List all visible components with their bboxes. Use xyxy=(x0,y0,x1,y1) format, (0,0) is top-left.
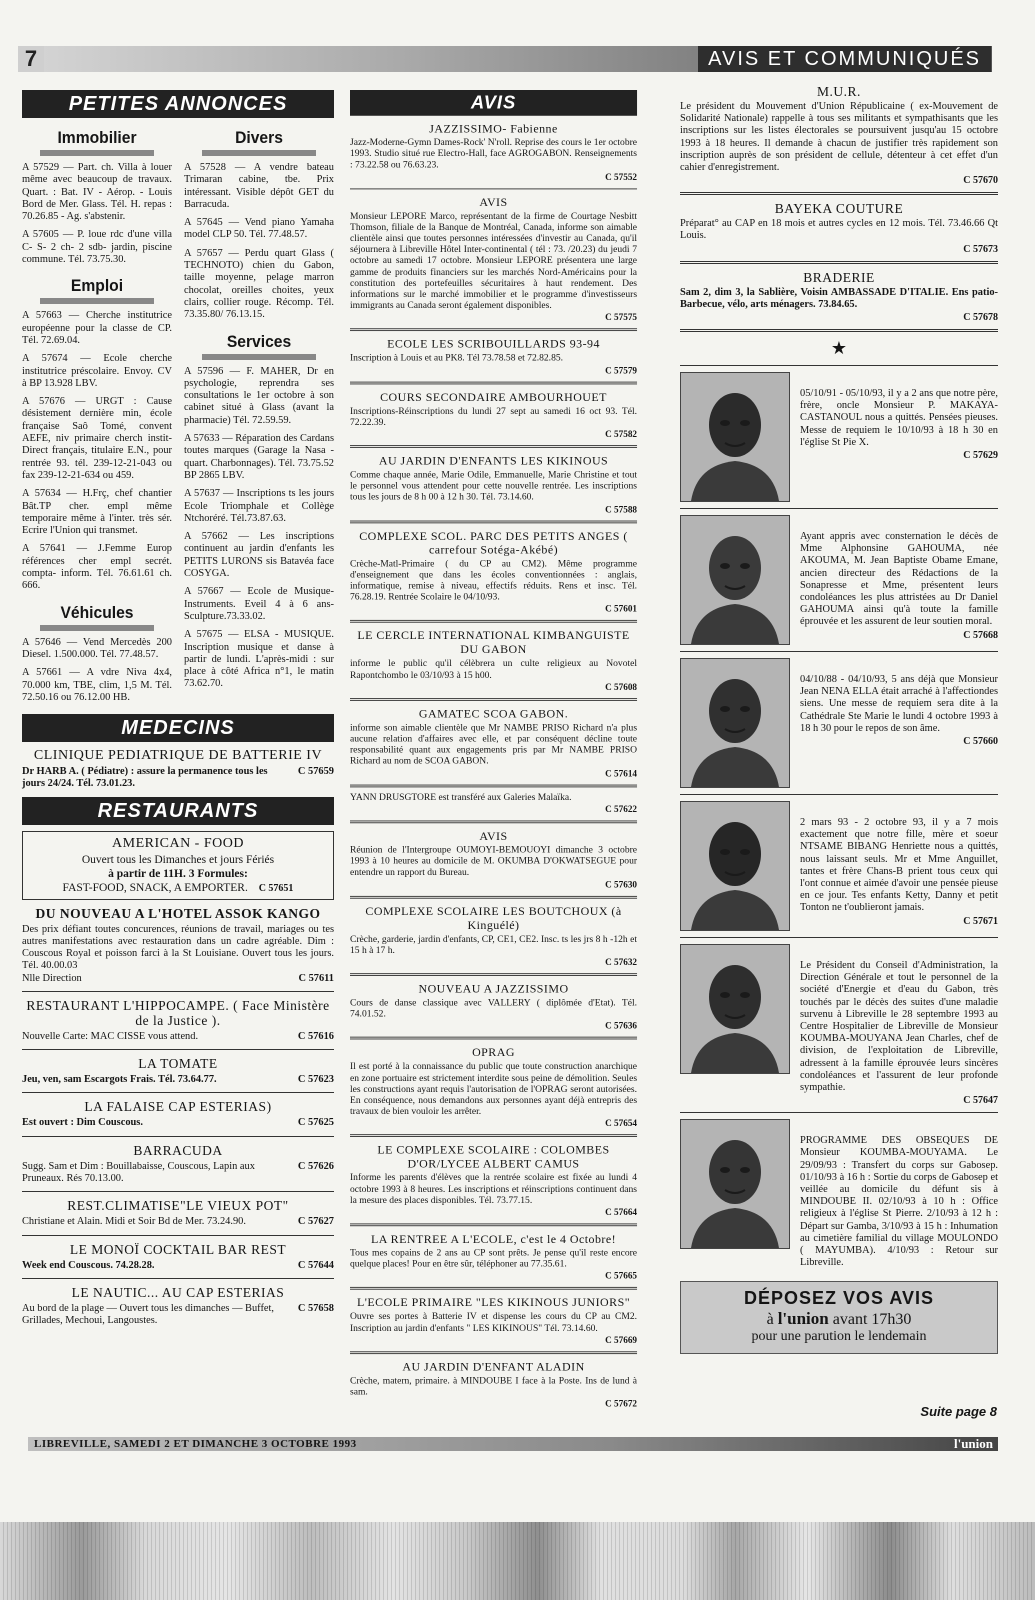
divider xyxy=(350,1223,637,1226)
classified-ad: A 57657 — Perdu quart Glass ( TECHNOTO) chien du Gabon, taille moyenne, pelage marron chocolat, oreilles choites, yeux clairs, collier rouge. Récomp. Tél. 73.35.80/ 76.13.15. xyxy=(184,247,334,321)
notice-item xyxy=(350,390,637,440)
divider xyxy=(22,1191,334,1192)
divider xyxy=(22,1235,334,1236)
notice-title: M.U.R. xyxy=(817,84,861,99)
notice-text: informe le public qu'il célèbrera un culte religieux au Novotel Rapontchombo le 03/10/93 à 15 h00. xyxy=(350,658,638,681)
ad-ref: C 57659 xyxy=(297,766,334,778)
ad-ref: C 57582 xyxy=(605,429,638,440)
obituary-text: Ayant appris avec consternation le décès de Mme Alphonsine GAHOUMA, née AKOUMA, M. Jean Baptiste Obame Emane, ancien directeur des Rédactions de la Sonapresse et Mme, présentent leurs condoléances les plus attristées au Dr Daniel GAHOUMA ainsi qu'à toute la famille éprouvée et les assurent de leur soutien moral. xyxy=(800,531,998,628)
classifieds-col-2 xyxy=(184,118,334,710)
classified-ad: A 57663 — Cherche institutrice européenne pour la classe de CP. Tél. 72.69.04. xyxy=(22,310,172,346)
notice-title: AU JARDIN D'ENFANTS LES KIKINOUS xyxy=(378,453,609,468)
submit-notice-box xyxy=(680,1281,998,1354)
ad-ref: C 57644 xyxy=(297,1259,334,1271)
ad-ref: C 57623 xyxy=(297,1074,334,1086)
ad-ref: C 57625 xyxy=(297,1117,334,1129)
notice-title: AVIS xyxy=(479,828,508,843)
right-column xyxy=(680,84,998,1354)
ad-ref: C 57575 xyxy=(605,313,638,324)
american-title: AMERICAN - FOOD xyxy=(112,835,244,851)
ad-ref: C 57658 xyxy=(297,1302,334,1314)
category-divers: Divers xyxy=(235,128,283,147)
obituary-item xyxy=(680,515,998,645)
notice-text: Réunion de l'Intergroupe OUMOYI-BEMOUOYI dimanche 3 octobre 1993 à 10 heures au domicile de M. OKUMBA D'OKWATSEGUE pour entendre un rapport du Bureau. xyxy=(350,845,638,878)
cta-deadline: avant 17h30 xyxy=(832,1310,912,1328)
notice-text: informe son aimable clientèle que Mr NAMBE PRISO Richard n'a plus aucune relation d'affaires avec elle, et par conséquent décline toute responsabilité quant aux engagements pris par Mr NAMBE PRISO Richard au nom de SCOA GABON. xyxy=(350,722,638,767)
notice-item xyxy=(350,829,637,890)
divider xyxy=(350,520,637,523)
category-rule xyxy=(202,354,316,360)
medecins-row xyxy=(22,766,334,791)
divider xyxy=(350,1037,637,1040)
notice-text: Informe les parents d'élèves que la rentrée scolaire est fixée au lundi 4 octobre 1993 à 8 heures. Les inscriptions et réinscriptions continuent dans la mesure des places disponibles. Tél. 73.77.15. xyxy=(350,1173,638,1206)
ad-ref: C 57630 xyxy=(605,879,638,890)
cta-line2 xyxy=(685,1309,993,1329)
classified-ad: A 57529 — Part. ch. Villa à louer même avec beaucoup de travaux. Quart. : Bat. IV - Aérop. - Louis Bord de Mer. Glass. Tél. H. repas : 70.26.85 - Ag. s'abstenir. xyxy=(22,162,172,223)
cta-heading: DÉPOSEZ VOS AVIS xyxy=(743,1287,935,1308)
restaurant-title: LA TOMATE xyxy=(138,1056,218,1072)
scan-margin xyxy=(0,1522,1035,1600)
notice-item xyxy=(350,904,637,968)
notice-text: Inscription à Louis et au PK8. Tél 73.78.58 et 72.82.85. xyxy=(350,353,564,364)
classified-ad: A 57646 — Vend Mercedès 200 Diesel. 1.500.000. Tél. 77.48.57. xyxy=(22,636,172,660)
obituary-body xyxy=(800,658,998,747)
notice-item xyxy=(350,629,637,693)
notice-item xyxy=(350,793,637,815)
notice-item xyxy=(350,706,637,779)
notice-item xyxy=(350,121,637,182)
notice-title: AVIS xyxy=(479,194,508,209)
classifieds-col-1 xyxy=(22,118,172,710)
restaurant-tail: Christiane et Alain. Midi et Soir Bd de Mer. 73.24.90. xyxy=(22,1216,246,1228)
obituary-body xyxy=(800,372,998,461)
notice-title: OPRAG xyxy=(472,1045,515,1060)
medecins-title: CLINIQUE PEDIATRIQUE DE BATTERIE IV xyxy=(33,748,323,764)
ad-ref: C 57626 xyxy=(297,1160,334,1172)
ad-ref: C 57588 xyxy=(605,504,638,515)
notice-text: Ouvre ses portes à Batterie IV et dispense les cours du CP au CM2. Inscription au jardin d'enfants " LES KIKINOUS" Tél. 73.14.60. xyxy=(350,1312,638,1334)
category-vehicules: Véhicules xyxy=(60,602,134,622)
notice-title: LE CERCLE INTERNATIONAL KIMBANGUISTE DU GABON xyxy=(357,628,630,657)
notice-text: Comme chaque année, Marie Odile, Emmanuelle, Marie Christine et tout le personnel vous attendent pour cette nouvelle rentrée. Les inscriptions tous les jours de 8 h 00 à 12 h 30. Tél. 73.14.60. xyxy=(350,470,638,503)
ad-ref: C 57660 xyxy=(963,736,998,748)
ad-ref: C 57669 xyxy=(605,1335,638,1346)
notice-item xyxy=(350,981,637,1031)
notice-item xyxy=(350,1143,637,1218)
notice-text: Sam 2, dim 3, la Sablière, Voisin AMBASSADE D'ITALIE. Ens patio- Barbecue, vélo, arts ménagers. 73.84.65. xyxy=(680,286,998,310)
ad-ref: C 57664 xyxy=(605,1207,638,1218)
divider xyxy=(350,329,637,332)
obituary-item xyxy=(680,658,998,788)
notice-item xyxy=(350,337,637,376)
ad-ref: C 57672 xyxy=(605,1399,638,1410)
ad-ref: C 57616 xyxy=(297,1030,334,1042)
notice-title: COMPLEXE SCOLAIRE LES BOUTCHOUX (à Kinguélé) xyxy=(365,903,622,932)
obituary-item xyxy=(680,801,998,931)
cta-prefix: à xyxy=(766,1310,774,1328)
divider xyxy=(680,937,998,938)
ad-ref: C 57665 xyxy=(605,1271,638,1282)
divider xyxy=(22,1136,334,1137)
portrait-photo xyxy=(680,801,790,931)
obituary-body xyxy=(800,515,998,641)
notice-text: Tous mes copains de 2 ans au CP sont prêts. Je pense qu'il reste encore quelque places! Pour en être sûr, téléphoner au 77.35.61. xyxy=(350,1248,638,1270)
restaurant-title: RESTAURANT L'HIPPOCAMPE. ( Face Ministère de la Justice ). xyxy=(26,997,330,1028)
notice-title: ECOLE LES SCRIBOUILLARDS 93-94 xyxy=(387,336,600,351)
obituary-text: PROGRAMME DES OBSEQUES DE Monsieur KOUMBA-MOUYAMA. Le 29/09/93 : Transfert du corps sur Gabosep. 01/10/93 à 16 h : Sortie du corps de Gabosep et veillée au domicile du défunt sis à MINDOUBE II. 02/10/93 à 10 h : Office religieux à l'église St Pierre. 2/10/93 à 12 h : Départ sur Gamba, 3/10/93 à 15 h : Inhumation au cimetière familial du village MOULONDO ( MAYUMBA). 4/10/93 : Retour sur Libreville. xyxy=(800,1135,998,1269)
american-l3-row xyxy=(29,881,327,896)
ad-ref: C 57627 xyxy=(297,1216,334,1228)
notice-title: LE COMPLEXE SCOLAIRE : COLOMBES D'OR/LYCEE ALBERT CAMUS xyxy=(377,1142,610,1171)
restaurant-tail: Au bord de la plage — Ouvert tous les dimanches — Buffet, Grillades, Mechoui, Langoustes. xyxy=(22,1302,275,1327)
ad-ref: C 57601 xyxy=(605,604,638,615)
restaurant-tail: Week end Couscous. 74.28.28. xyxy=(22,1259,155,1271)
divider xyxy=(22,1092,334,1093)
restaurant-item xyxy=(22,1242,334,1272)
notice-text: Crèche, matern, primaire. à MINDOUBE I face à la Poste. Ins de lund à sam. xyxy=(350,1375,638,1398)
notice-title: GAMATEC SCOA GABON. xyxy=(418,706,569,721)
restaurant-item xyxy=(22,1285,334,1328)
avis-band: AVIS xyxy=(350,90,637,116)
obituary-text: 05/10/91 - 05/10/93, il y a 2 ans que notre père, frère, oncle Monsieur P. MAKAYA- CASTANOUL nous a quittés. Pensées pieuses. Messe de requiem le 10/10/93 à 18 h 30 en l'église St Pie X. xyxy=(800,388,998,448)
american-l3: FAST-FOOD, SNACK, A EMPORTER. xyxy=(62,881,248,894)
obituary-item xyxy=(680,372,998,502)
classified-ad: A 57605 — P. loue rdc d'une villa C- S- 2 ch- 2 sdb- jardin, piscine commune. Tél. 73.75.30. xyxy=(22,229,172,266)
restaurant-item xyxy=(22,1099,334,1129)
divider xyxy=(350,895,637,898)
notice-item xyxy=(350,1296,637,1346)
divider xyxy=(22,1278,334,1279)
divider xyxy=(22,991,334,992)
notice-text: Préparat° au CAP en 18 mois et autres cycles en 12 mois. Tél. 73.46.66 Qt Louis. xyxy=(680,218,998,242)
restaurants-band: RESTAURANTS xyxy=(22,797,334,825)
notice-title: L'ECOLE PRIMAIRE "LES KIKINOUS JUNIORS" xyxy=(356,1295,631,1310)
category-immobilier: Immobilier xyxy=(57,128,137,147)
cta-masthead: l'union xyxy=(777,1308,829,1328)
divider xyxy=(680,794,998,795)
restaurant-tail: Sugg. Sam et Dim : Bouillabaisse, Couscous, Lapin aux Pruneaux. Rés 70.13.00. xyxy=(22,1160,255,1184)
left-column xyxy=(22,90,334,1327)
footer-masthead: l'union xyxy=(953,1436,993,1451)
restaurant-item xyxy=(22,906,334,985)
ad-ref: C 57654 xyxy=(605,1118,638,1129)
notice-text: Crèche-Matl-Primaire ( du CP au CM2). Même programme d'enseignement que dans les écoles conventionnées : anglais, informatique, remise à niveau, effectifs réduits. Rens et insc. Tél. 76.28.19. Rentrée Scolaire le 04/10/93. xyxy=(350,558,638,603)
divider xyxy=(680,508,998,509)
restaurant-tail: Nouvelle Carte: MAC CISSE vous attend. xyxy=(22,1030,199,1042)
obituary-text: Le Président du Conseil d'Administration, la Direction Générale et tout le personnel de la société d'Energie et d'eau du Gabon, très touchés par le décès des suites d'une maladie survenu à Libreville le 28 septembre 1993 au Centre Hospitalier de Libreville de Monsieur KOUMBA-MOUYANA Jean Charles, chef de division, de l'exploitation de Libreville, adressent à la famille éprouvée leurs sincères condoléances et l'assurent de leur profonde sympathie. xyxy=(800,960,998,1094)
notice-title: NOUVEAU A JAZZISSIMO xyxy=(418,981,569,996)
divider xyxy=(350,784,637,787)
portrait-photo xyxy=(680,372,790,502)
ad-ref: C 57608 xyxy=(605,682,638,693)
divider xyxy=(350,445,637,448)
notice-title: BRADERIE xyxy=(803,269,875,285)
restaurant-title: LE MONOÏ COCKTAIL BAR REST xyxy=(69,1241,287,1257)
obituary-text: 04/10/88 - 04/10/93, 5 ans déjà que Monsieur Jean NENA ELLA était arraché à l'affectiondes siens. Une messe de requiem sera dite à la Cathédrale Ste Marie le lundi 4 octobre 1993 à 18 h 30 pour le repos de son âme. xyxy=(800,674,998,734)
category-services: Services xyxy=(226,331,292,351)
restaurant-tail: Nlle Direction xyxy=(22,972,82,984)
american-food-box xyxy=(22,831,334,900)
ad-ref: C 57552 xyxy=(605,172,638,183)
notice-item xyxy=(350,1359,637,1409)
restaurant-item xyxy=(22,998,334,1043)
restaurant-tail: Jeu, ven, sam Escargots Frais. Tél. 73.64.77. xyxy=(22,1074,217,1086)
american-l1: Ouvert tous les Dimanches et jours Fériés xyxy=(81,853,275,866)
ad-ref: C 57673 xyxy=(963,243,998,255)
obituary-item xyxy=(680,944,998,1106)
restaurant-tail: Est ouvert : Dim Couscous. xyxy=(22,1117,143,1129)
divider xyxy=(350,1287,637,1290)
obituary-text: 2 mars 93 - 2 octobre 93, il y a 7 mois exactement que notre fille, mère et soeur NTSAME BIBANG Henriette nous a quittés, nous laissant seuls. Mr et Mme Anguillet, tantes et frère Chans-B prient tous ceux qui l'ont connue et aimée d'avoir une pensée pieuse en ce jour. Tes enfants Ketty, Danny et petit Tonton ne t'oublieront jamais. xyxy=(800,817,998,914)
notice-item xyxy=(350,453,637,514)
restaurant-item xyxy=(22,1056,334,1086)
notice-text: Crèche, garderie, jardin d'enfants, CP, CE1, CE2. Insc. ts les jrs 8 h -12h et 15 h à 17 h. xyxy=(350,934,638,956)
ad-ref: C 57579 xyxy=(605,365,638,376)
notice-text: Le président du Mouvement d'Union Républicaine ( ex-Mouvement de Solidarité Nationale) rappelle à tous ses militants et sympathisants que les inscriptions sur les listes électorales se poursuivent jusqu'au 15 octobre 1993 à 18 heures. Il demande à chacun de justifier très rapidement son inscription auprès de son président de cellule, détenteur à cet effet d'un cahier d'enregistrement. xyxy=(680,101,998,174)
ad-ref: C 57611 xyxy=(298,972,334,984)
ad-ref: C 57670 xyxy=(963,175,998,187)
obituary-item xyxy=(680,1119,998,1270)
classified-ad: A 57633 — Réparation des Cardans toutes marques (Garage la Nasa - quart. Charbonnages). Tél. 73.75.52 BP 2865 LBV. xyxy=(184,433,334,481)
ad-ref: C 57678 xyxy=(963,312,998,324)
footer-dateline: LIBREVILLE, SAMEDI 2 ET DIMANCHE 3 OCTOBRE 1993 xyxy=(34,1438,357,1450)
restaurant-title: REST.CLIMATISE"LE VIEUX POT" xyxy=(67,1198,289,1214)
petites-annonces-band: PETITES ANNONCES xyxy=(22,90,334,118)
notice-title: BAYEKA COUTURE xyxy=(774,201,904,217)
ad-ref: C 57629 xyxy=(963,450,998,462)
divider xyxy=(680,261,998,264)
obituary-body xyxy=(800,944,998,1106)
notice-item xyxy=(350,1232,637,1282)
category-rule xyxy=(40,298,154,304)
category-rule xyxy=(40,150,154,156)
divider xyxy=(680,365,998,366)
classified-ad: A 57596 — F. MAHER, Dr en psychologie, reprendra ses consultations le 1er octobre à son cabinet situé à Glass (avant la pharmacie) Tél. 72.59.59. xyxy=(184,365,334,426)
ad-ref: C 57668 xyxy=(963,629,998,641)
ad-ref: C 57622 xyxy=(605,804,638,815)
notice-title: LA RENTREE A L'ECOLE, c'est le 4 Octobre! xyxy=(370,1231,617,1246)
classified-ad: A 57634 — H.Frç, chef chantier Bât.TP cher. empl même temporaire même à l'inter. très sér. Ecrire l'Union qui transmet. xyxy=(22,488,172,537)
page-number: 7 xyxy=(18,46,44,72)
divider xyxy=(680,651,998,652)
restaurant-title: DU NOUVEAU A L'HOTEL ASSOK KANGO xyxy=(35,905,321,921)
restaurant-title: LE NAUTIC... AU CAP ESTERIAS xyxy=(71,1284,285,1300)
category-rule xyxy=(202,150,316,156)
notice-text: Il est porté à la connaissance du public que toute construction anarchique en zone portuaire est strictement interdite sous peine de démolition. Seules les constructions ayant requis l'autorisation de l'OPRAG seront autorisées. En conséquence, nous demandons aux personnes ayant déjà entrepris des travaux de bien vouloir les arrêter. xyxy=(350,1061,638,1117)
divider xyxy=(350,973,637,976)
notice-title: COMPLEXE SCOL. PARC DES PETITS ANGES ( carrefour Sotéga-Akébé) xyxy=(359,528,628,557)
notice-text: Inscriptions-Réinscriptions du lundi 27 sept au samedi 16 oct 93. Tél. 72.22.39. xyxy=(350,406,638,428)
classified-ad: A 57667 — Ecole de Musique-Instruments. Eveil 4 à 6 ans-Sculpture.73.33.02. xyxy=(184,586,334,622)
notice-item xyxy=(350,529,637,615)
notice-text: Cours de danse classique avec VALLERY ( diplômée d'Etat). Tél. 74.01.52. xyxy=(350,997,638,1020)
divider xyxy=(350,820,637,823)
notice-text: Jazz-Moderne-Gymn Dames-Rock' N'roll. Reprise des cours le 1er octobre 1993. Studio situé rue Electro-Hall, face AGROGABON. Renseignements : 73.22.58 ou 76.63.23. xyxy=(350,137,638,171)
classified-ad: A 57675 — ELSA - MUSIQUE. Inscription musique et danse à partir de lundi. L'après-midi : sur place à côté Africa n°1, le matin 73.62.70. xyxy=(184,629,334,690)
ad-ref: C 57647 xyxy=(963,1095,998,1107)
restaurant-title: BARRACUDA xyxy=(133,1142,223,1158)
divider xyxy=(350,188,637,189)
cta-line3: pour une parution le lendemain xyxy=(751,1328,927,1344)
divider xyxy=(680,192,998,195)
restaurant-item xyxy=(22,1198,334,1228)
classified-ad: A 57645 — Vend piano Yamaha model CLP 50. Tél. 77.48.57. xyxy=(184,217,334,241)
notice-text: Monsieur LEPORE Marco, représentant de la firme de Courtage Nesbitt Thomson, filiale de la Banque de Montréal, Canada, informe son aimable clientèle ainsi que toutes personnes intéressées d'investir au Canada, qu'il séjournera à Libreville Hôtel Inter-continental ( tél : 73. /20.23) du jeudi 7 octobre au samedi 17 octobre. Monsieur LEPORE présentera une large gamme de produits financiers sur les marchés Nord-Américains pour la constitution des portefeuilles sécuritaires à haut rendement. Des informations sur le marché immobilier et le programme d'investisseurs immigrants au Canada seront également disponibles. xyxy=(350,211,638,312)
notice-text: YANN DRUSGTORE est transféré aux Galeries Malaïka. xyxy=(350,792,572,803)
classified-ad: A 57676 — URGT : Cause désistement dernière min, école française Saô Tomé, convent AEFE, niv primaire cherch instit-Direct français, titulaire E.N., pour rentrée 93. tél. 239-12-21-043 ou fax 239-12-21-634 ou 459. xyxy=(22,396,172,481)
divider xyxy=(350,1135,637,1138)
classified-ad: A 57637 — Inscriptions ts les jours Ecole Triomphale et Collège Ntchoréré. Tél.73.87.63. xyxy=(184,488,334,524)
ad-ref: C 57636 xyxy=(605,1021,638,1032)
divider xyxy=(350,381,637,384)
continued-note: Suite page 8 xyxy=(920,1404,997,1419)
restaurant-item xyxy=(22,1143,334,1186)
classified-ad: A 57641 — J.Femme Europ références cher empl secrét. compta- inform. Tél. 76.61.61 ch. 666. xyxy=(22,543,172,592)
obituary-body xyxy=(800,801,998,927)
restaurant-text: Des prix défiant toutes concurences, réunions de travail, mariages ou tes autres manifestations avec restauration dans un cadre agréable. Dim : Couscous Royal et poisson farci à la St Louisiane. Ouvert tous les jours. Tél. 40.00.03 xyxy=(22,923,334,972)
portrait-photo xyxy=(680,515,790,645)
divider xyxy=(22,1049,334,1050)
classified-ad: A 57674 — Ecole cherche institutrice préscolaire. Envoy. CV à BP 13.928 LBV. xyxy=(22,353,172,389)
classifieds-grid xyxy=(22,118,334,710)
classified-ad: A 57661 — A vdre Niva 4x4, 70.000 km, TBE, clim, 1,5 M. Tél. 72.50.16 ou 76.12.00 HB. xyxy=(22,667,172,703)
classified-ad: A 57528 — A vendre bateau Trimaran cabine, tbe. Prix intéressant. Visible dépôt GET du Barracuda. xyxy=(184,162,334,210)
category-rule xyxy=(40,625,154,631)
notice-title: AU JARDIN D'ENFANT ALADIN xyxy=(402,1359,585,1374)
portrait-photo xyxy=(680,944,790,1074)
divider xyxy=(680,1112,998,1113)
portrait-photo xyxy=(680,658,790,788)
divider xyxy=(680,329,998,332)
restaurant-title: LA FALAISE CAP ESTERIAS) xyxy=(84,1099,272,1115)
ad-ref: C 57671 xyxy=(963,915,998,927)
obituary-body xyxy=(800,1119,998,1270)
medecins-band: MEDECINS xyxy=(22,714,334,742)
category-emploi: Emploi xyxy=(70,276,124,296)
ad-ref: C 57614 xyxy=(605,768,638,779)
classified-ad: A 57662 — Les inscriptions continuent au jardin d'enfants les PETITS LURONS sis Batavéa face COSYGA. xyxy=(184,531,334,580)
section-title: AVIS ET COMMUNIQUÉS xyxy=(698,46,991,72)
divider xyxy=(350,1351,637,1354)
american-l2: à partir de 11H. 3 Formules: xyxy=(108,867,248,880)
notice-item xyxy=(350,1045,637,1129)
notice-item xyxy=(350,195,637,324)
medecins-text: Dr HARB A. ( Pédiatre) : assure la permanence tous les jours 24/24. Tél. 73.01.23. xyxy=(22,766,268,790)
ad-ref: C 57632 xyxy=(605,957,638,968)
divider xyxy=(350,620,637,623)
ad-ref: C 57651 xyxy=(258,882,294,894)
divider xyxy=(350,698,637,701)
notice-title: COURS SECONDAIRE AMBOURHOUET xyxy=(380,389,607,404)
notice-title: JAZZISSIMO- Fabienne xyxy=(429,121,558,136)
star-ornament: ★ xyxy=(830,338,848,359)
portrait-photo xyxy=(680,1119,790,1249)
middle-column xyxy=(350,90,637,1409)
